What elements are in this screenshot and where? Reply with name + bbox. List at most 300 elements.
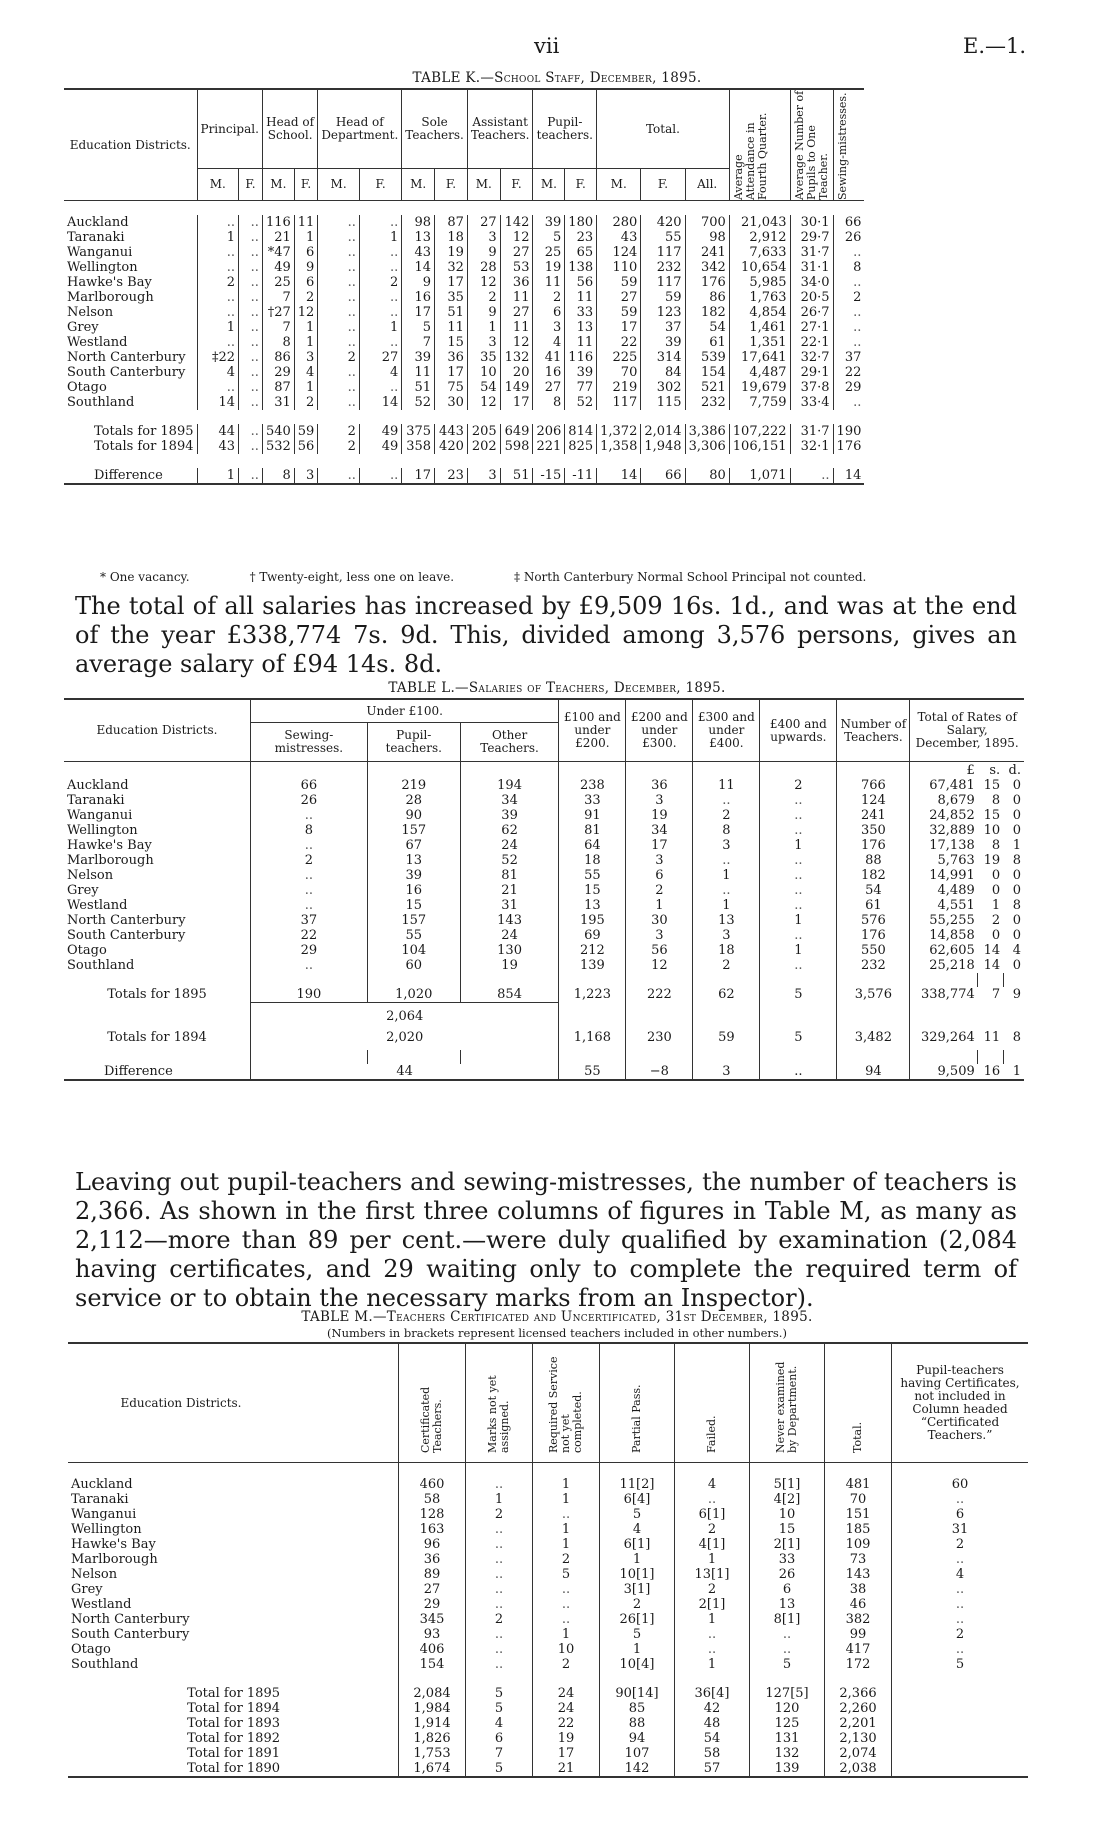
table-cell: 21,043	[729, 215, 790, 230]
table-cell: ..	[239, 290, 263, 305]
table-cell: 1,223	[559, 987, 626, 1003]
table-cell: 180	[565, 215, 597, 230]
table-cell: 11	[402, 365, 435, 380]
table-cell: 11	[533, 275, 565, 290]
table-cell: 67,481	[910, 778, 978, 793]
table-cell: 163	[399, 1522, 466, 1537]
col-pupil-certificates: Pupil-teachers having Certificates, not included in Column headed “Certificated Teachers.”	[892, 1343, 1029, 1463]
table-cell: 9	[402, 275, 435, 290]
leader	[294, 1612, 399, 1627]
table-cell: 1	[760, 943, 837, 958]
col-spacer	[294, 1343, 399, 1463]
table-cell: 0	[1012, 958, 1021, 973]
table-cell: 6[1]	[600, 1537, 675, 1552]
table-cell: 2,366	[825, 1686, 892, 1701]
table-cell: ..	[239, 468, 263, 484]
table-k-footnotes	[100, 570, 1000, 584]
row-label: Wanganui	[67, 808, 133, 823]
table-cell: ..	[359, 380, 401, 395]
table-cell: 151	[825, 1507, 892, 1522]
row-label: Nelson	[71, 1567, 118, 1582]
table-cell: 1,358	[597, 439, 641, 454]
row-label: North Canterbury	[67, 350, 186, 365]
table-cell: 1	[693, 898, 760, 913]
table-cell: 2,020	[251, 1024, 559, 1050]
row-label: Difference	[104, 1064, 173, 1079]
table-cell: 176	[685, 275, 729, 290]
table-cell: 7	[466, 1746, 533, 1761]
table-row	[64, 958, 1024, 973]
table-cell: 34	[626, 823, 693, 838]
row-label: Taranaki	[67, 230, 125, 245]
table-cell: 28	[467, 260, 500, 275]
table-cell: 90[14]	[600, 1686, 675, 1701]
table-cell: 89	[399, 1567, 466, 1582]
table-cell: 33	[565, 305, 597, 320]
table-cell: 19	[983, 853, 1001, 868]
table-cell: 88	[600, 1716, 675, 1731]
table-cell: 417	[825, 1642, 892, 1657]
table-cell: ..	[318, 305, 360, 320]
row-label: Otago	[67, 943, 107, 958]
table-cell: ..	[675, 1492, 750, 1507]
table-cell: −8	[626, 1064, 693, 1080]
table-cell: ..	[318, 320, 360, 335]
col-f: F.	[294, 169, 318, 201]
table-cell: 176	[837, 838, 910, 853]
row-label: Totals for 1895	[94, 424, 194, 439]
table-cell: 1,071	[729, 468, 790, 484]
table-cell: ..	[239, 439, 263, 454]
table-cell: ..	[359, 290, 401, 305]
col-heading	[825, 1343, 892, 1463]
table-cell: 26[1]	[600, 1612, 675, 1627]
col-m: M.	[402, 169, 435, 201]
table-row	[64, 380, 864, 395]
table-cell: 49	[359, 439, 401, 454]
col-district: Education Districts.	[96, 723, 218, 737]
table-cell: ..	[318, 275, 360, 290]
lsd-row	[64, 762, 1024, 779]
table-cell: ..	[251, 808, 368, 823]
table-cell: 766	[837, 778, 910, 793]
table-cell: 90	[367, 808, 460, 823]
table-cell: ..	[318, 245, 360, 260]
table-cell: 77	[565, 380, 597, 395]
table-cell: 1	[675, 1552, 750, 1567]
table-cell: 1	[760, 838, 837, 853]
col-heading-label: Required Service not yet completed.	[547, 1356, 584, 1453]
table-cell: ..	[466, 1627, 533, 1642]
table-cell: 154	[685, 365, 729, 380]
table-cell: 0	[1012, 928, 1021, 943]
table-row	[64, 808, 1024, 823]
table-cell: 39	[460, 808, 559, 823]
table-cell: 8	[1012, 1029, 1021, 1045]
total-row	[68, 1746, 1028, 1761]
table-cell: 550	[837, 943, 910, 958]
table-cell: 39	[565, 365, 597, 380]
table-cell: 1	[675, 1612, 750, 1627]
table-cell: 443	[435, 424, 468, 439]
table-cell: 37	[833, 350, 864, 365]
table-cell: ..	[239, 380, 263, 395]
table-cell: 11[2]	[600, 1477, 675, 1492]
col-m: M.	[262, 169, 294, 201]
table-cell: 94	[837, 1064, 910, 1080]
table-cell: 2,912	[729, 230, 790, 245]
col-under-100: Under £100.	[251, 699, 559, 723]
table-cell: 10	[983, 823, 1001, 838]
table-cell: 35	[467, 350, 500, 365]
table-cell: 5	[600, 1627, 675, 1642]
col-pupil: Pupil-teachers.	[367, 723, 460, 762]
table-cell: 29·7	[790, 230, 833, 245]
table-cell: 37	[641, 320, 685, 335]
table-cell: ..	[239, 275, 263, 290]
table-row	[68, 1597, 1028, 1612]
table-cell: 17,641	[729, 350, 790, 365]
table-cell: 9,509	[910, 1064, 978, 1080]
table-cell: 221	[533, 439, 565, 454]
table-cell: 33	[750, 1552, 825, 1567]
table-m-title: TABLE M.—Teachers Certificated and Uncertificated, 31st December, 1895.	[301, 1309, 813, 1325]
table-cell: ..	[318, 365, 360, 380]
table-cell: 17	[435, 275, 468, 290]
table-cell: 107	[600, 1746, 675, 1761]
table-cell: 18	[559, 853, 626, 868]
col-m: M.	[197, 169, 239, 201]
table-cell: 2	[675, 1582, 750, 1597]
table-row	[64, 230, 864, 245]
table-cell: 36	[626, 778, 693, 793]
table-cell: 13[1]	[675, 1567, 750, 1582]
table-cell: 1	[294, 335, 318, 350]
table-cell: 420	[435, 439, 468, 454]
table-cell: 16	[367, 883, 460, 898]
table-cell: 241	[685, 245, 729, 260]
leader	[294, 1552, 399, 1567]
table-cell: ..	[466, 1642, 533, 1657]
table-cell: 1	[197, 230, 239, 245]
table-cell: 27	[399, 1582, 466, 1597]
table-cell: 1,826	[399, 1731, 466, 1746]
total-row	[68, 1686, 1028, 1701]
col-f: F.	[565, 169, 597, 201]
table-cell: 67	[367, 838, 460, 853]
table-cell: ..	[693, 883, 760, 898]
table-cell: 17	[626, 838, 693, 853]
table-cell: 25,218	[910, 958, 978, 973]
table-cell: 1	[533, 1537, 600, 1552]
table-cell: 32·1	[790, 439, 833, 454]
table-cell: 7	[262, 290, 294, 305]
table-cell: 98	[685, 230, 729, 245]
table-cell: 3	[693, 928, 760, 943]
table-cell: 280	[597, 215, 641, 230]
table-cell: 25	[262, 275, 294, 290]
row-label: South Canterbury	[71, 1627, 190, 1642]
table-cell: 182	[685, 305, 729, 320]
table-cell: 27	[597, 290, 641, 305]
table-cell: 238	[559, 778, 626, 793]
table-cell: 521	[685, 380, 729, 395]
table-cell: 131	[750, 1731, 825, 1746]
table-cell: ..	[197, 380, 239, 395]
table-cell: 27	[500, 305, 533, 320]
table-cell: 13	[367, 853, 460, 868]
table-row	[64, 883, 1024, 898]
table-cell: 46	[825, 1597, 892, 1612]
table-cell: ..	[239, 365, 263, 380]
row-label: North Canterbury	[71, 1612, 190, 1627]
table-cell: 3,306	[685, 439, 729, 454]
table-row	[68, 1477, 1028, 1492]
table-cell: 19,679	[729, 380, 790, 395]
row-label: Southland	[67, 395, 135, 410]
table-cell: 1,763	[729, 290, 790, 305]
table-cell: 132	[500, 350, 533, 365]
row-label: Grey	[71, 1582, 103, 1597]
table-cell: 116	[262, 215, 294, 230]
table-cell: 51	[500, 468, 533, 484]
col-principal: Principal.	[197, 89, 262, 169]
table-cell: 5	[533, 1567, 600, 1582]
table-cell: ..	[359, 215, 401, 230]
table-cell: -11	[565, 468, 597, 484]
table-row	[64, 305, 864, 320]
col-m: M.	[318, 169, 360, 201]
combined-row	[64, 1003, 1024, 1025]
table-cell: 30	[626, 913, 693, 928]
table-cell: ..	[359, 335, 401, 350]
table-cell: 24	[460, 838, 559, 853]
table-cell: 87	[435, 215, 468, 230]
table-cell: 2	[294, 395, 318, 410]
table-cell: 4,854	[729, 305, 790, 320]
table-cell: 540	[262, 424, 294, 439]
table-cell: 17	[533, 1746, 600, 1761]
table-cell: 8	[251, 823, 368, 838]
spacer	[68, 1463, 1028, 1478]
table-cell: 1,351	[729, 335, 790, 350]
table-cell: ..	[318, 290, 360, 305]
table-cell: 12	[467, 275, 500, 290]
col-band-300: £300 and under £400.	[693, 699, 760, 762]
table-cell: 43	[597, 230, 641, 245]
table-cell: 27·1	[790, 320, 833, 335]
row-label: North Canterbury	[67, 913, 186, 928]
col-rates: Total of Rates of Salary, December, 1895.	[910, 699, 1024, 762]
table-cell: 10[1]	[600, 1567, 675, 1582]
table-cell: 21	[460, 883, 559, 898]
col-f: F.	[641, 169, 685, 201]
table-cell: 1	[533, 1627, 600, 1642]
table-m	[68, 1342, 1028, 1778]
table-cell: 1	[693, 868, 760, 883]
table-cell: 2[1]	[750, 1537, 825, 1552]
table-cell: 2	[675, 1522, 750, 1537]
col-attendance: Average Attendance in Fourth Quarter.	[731, 112, 769, 200]
table-cell: 59	[641, 290, 685, 305]
table-cell: 39	[367, 868, 460, 883]
col-f: F.	[500, 169, 533, 201]
table-cell: 36[4]	[675, 1686, 750, 1701]
row-label: Wanganui	[71, 1507, 137, 1522]
table-cell: 3	[533, 320, 565, 335]
row-label: Southland	[71, 1657, 139, 1672]
col-heading-label: Partial Pass.	[630, 1384, 643, 1453]
table-cell: 59	[597, 275, 641, 290]
table-cell: ..	[892, 1597, 1029, 1612]
table-cell: 157	[367, 823, 460, 838]
table-cell: 4	[197, 365, 239, 380]
row-label: Westland	[67, 898, 128, 913]
table-cell: 4	[466, 1716, 533, 1731]
table-row	[64, 335, 864, 350]
table-cell: ..	[466, 1657, 533, 1672]
col-heading	[466, 1343, 533, 1463]
table-cell: 176	[837, 928, 910, 943]
col-head-dept: Head of Department.	[318, 89, 402, 169]
table-cell: 10	[467, 365, 500, 380]
table-cell: ..	[760, 823, 837, 838]
table-cell: 31·7	[790, 245, 833, 260]
table-cell: 1	[533, 1522, 600, 1537]
table-cell: 35	[435, 290, 468, 305]
table-cell: 62	[460, 823, 559, 838]
total-row	[68, 1701, 1028, 1716]
table-cell: 2,201	[825, 1716, 892, 1731]
table-cell: 27	[500, 245, 533, 260]
table-cell: 29	[251, 943, 368, 958]
table-cell: 12	[294, 305, 318, 320]
table-cell: ..	[760, 868, 837, 883]
footnote: * One vacancy.	[100, 570, 190, 584]
table-cell: 117	[641, 275, 685, 290]
page-number: vii	[534, 34, 560, 58]
table-cell: ..	[239, 320, 263, 335]
table-cell: 5	[466, 1686, 533, 1701]
table-cell: 8	[991, 793, 1001, 808]
table-cell: ..	[239, 335, 263, 350]
table-cell: 28	[367, 793, 460, 808]
table-cell: 232	[641, 260, 685, 275]
table-cell: 0	[1012, 808, 1021, 823]
table-cell: 59	[597, 305, 641, 320]
table-cell: 2,074	[825, 1746, 892, 1761]
lsd-label: £	[910, 762, 978, 779]
table-row	[64, 350, 864, 365]
footnote: † Twenty-eight, less one on leave.	[249, 570, 455, 584]
table-cell: ..	[833, 395, 864, 410]
table-cell: 3	[693, 838, 760, 853]
table-cell: 1,020	[367, 987, 460, 1003]
table-cell: 6	[533, 305, 565, 320]
table-cell: 91	[559, 808, 626, 823]
table-cell: 2	[760, 778, 837, 793]
table-cell: 17,138	[910, 838, 978, 853]
row-label: Total for 1892	[187, 1731, 280, 1746]
table-cell: *47	[262, 245, 294, 260]
table-cell: 382	[825, 1612, 892, 1627]
table-cell: ..	[693, 793, 760, 808]
table-row	[64, 320, 864, 335]
table-row	[64, 290, 864, 305]
table-cell: 41	[533, 350, 565, 365]
table-cell: 219	[597, 380, 641, 395]
table-cell: ..	[359, 468, 401, 484]
table-cell: 5	[760, 1024, 837, 1050]
table-cell: 15	[983, 808, 1001, 823]
table-cell: 19	[626, 808, 693, 823]
table-cell: 59	[294, 424, 318, 439]
table-cell: 2,260	[825, 1701, 892, 1716]
leader	[294, 1522, 399, 1537]
table-cell: 0	[1012, 793, 1021, 808]
col-number: Number of Teachers.	[837, 699, 910, 762]
table-cell: 3	[626, 928, 693, 943]
table-cell: 1	[675, 1657, 750, 1672]
lsd-label: d.	[1008, 762, 1021, 778]
table-cell: ..	[318, 468, 360, 484]
row-label: Total for 1895	[187, 1686, 280, 1701]
table-cell: 6	[466, 1731, 533, 1746]
table-m-note: (Numbers in brackets represent licensed teachers included in other numbers.)	[327, 1326, 787, 1340]
table-cell: 329,264	[910, 1024, 978, 1050]
table-cell: 1,461	[729, 320, 790, 335]
table-cell: 2	[318, 439, 360, 454]
table-cell: ..	[466, 1597, 533, 1612]
table-cell: 176	[833, 439, 864, 454]
table-cell: 13	[559, 898, 626, 913]
table-cell: 225	[597, 350, 641, 365]
table-cell: 66	[251, 778, 368, 793]
table-cell: ..	[239, 424, 263, 439]
table-cell: ..	[466, 1567, 533, 1582]
table-cell: 26·7	[790, 305, 833, 320]
table-cell: 219	[367, 778, 460, 793]
col-heading	[399, 1343, 466, 1463]
table-cell: 39	[641, 335, 685, 350]
table-cell: 52	[460, 853, 559, 868]
table-cell: 128	[399, 1507, 466, 1522]
table-cell: 75	[435, 380, 468, 395]
col-sewing: Sewing-mistresses.	[835, 92, 849, 200]
table-cell: 3	[467, 230, 500, 245]
table-cell: 43	[402, 245, 435, 260]
table-cell: 96	[399, 1537, 466, 1552]
table-row	[68, 1552, 1028, 1567]
table-cell: 60	[367, 958, 460, 973]
spacer	[64, 973, 1024, 987]
table-cell: 0	[1012, 913, 1021, 928]
table-cell: 13	[750, 1597, 825, 1612]
table-cell: -15	[533, 468, 565, 484]
table-cell: 1	[359, 320, 401, 335]
table-cell: 2,038	[825, 1761, 892, 1777]
table-cell: 14	[983, 943, 1001, 958]
table-cell: 17	[435, 365, 468, 380]
table-cell: 13	[402, 230, 435, 245]
table-cell: 2	[533, 290, 565, 305]
table-cell: 3	[626, 853, 693, 868]
table-cell: 109	[825, 1537, 892, 1552]
row-label: Marlborough	[71, 1552, 158, 1567]
table-cell: 12	[500, 335, 533, 350]
leader	[294, 1582, 399, 1597]
table-cell: 55	[641, 230, 685, 245]
